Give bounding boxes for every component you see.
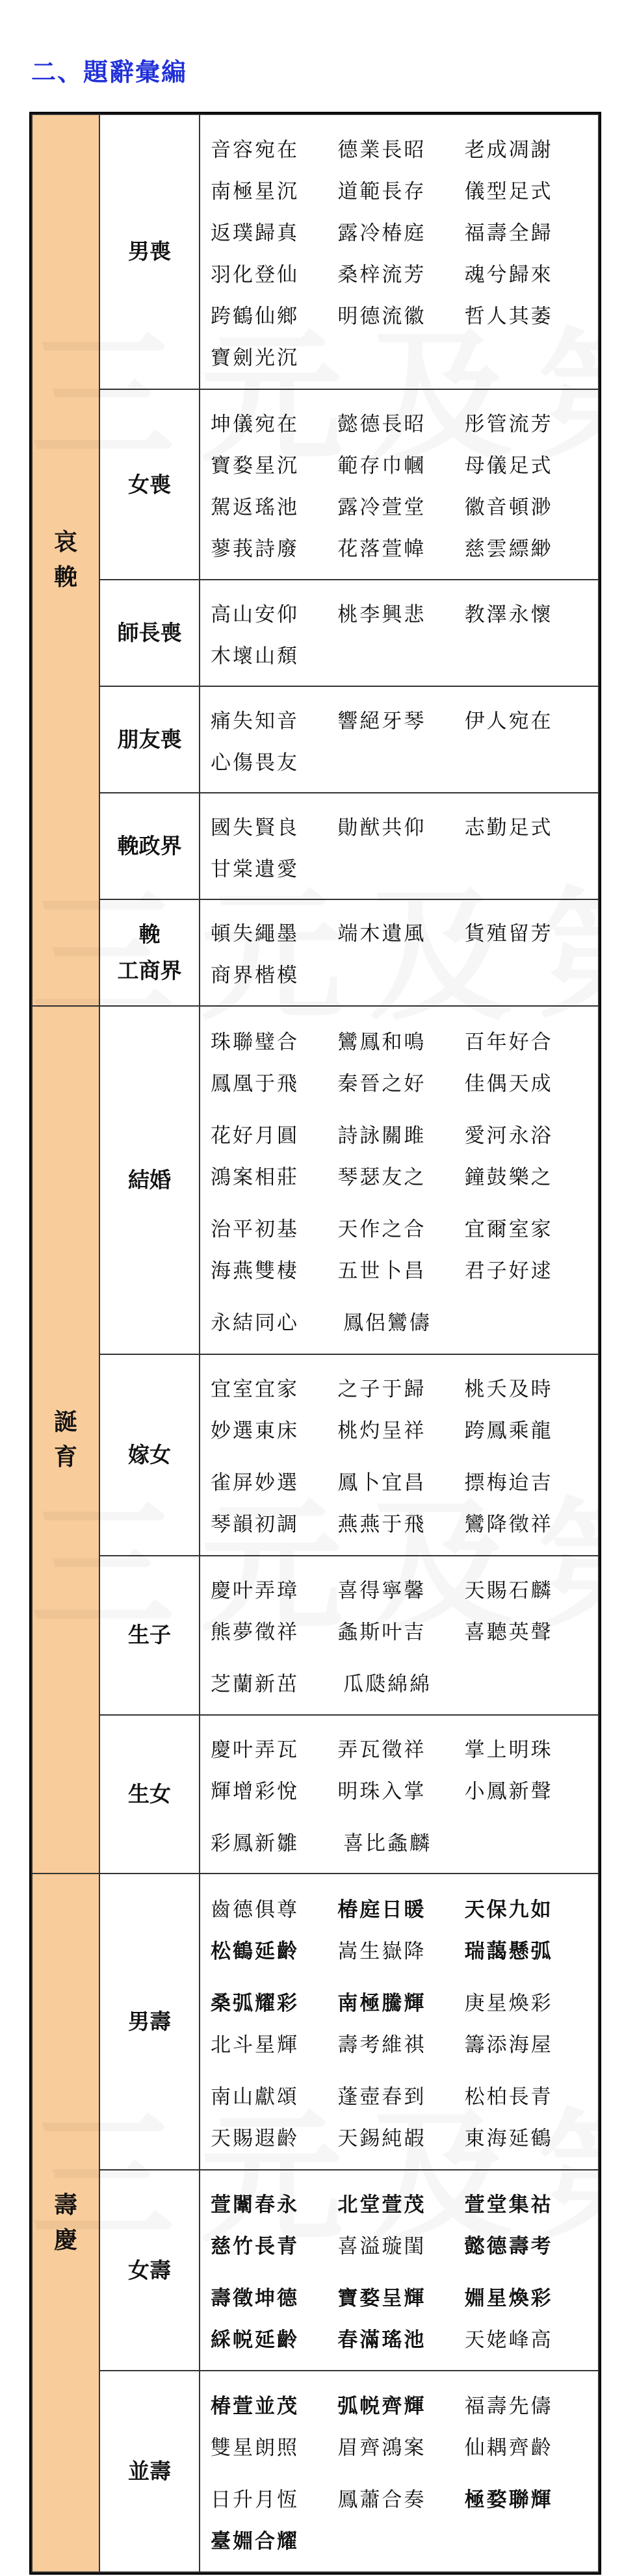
phrase-row xyxy=(211,2115,592,2157)
phrase: 鳳卜宜昌 xyxy=(337,1471,426,1495)
phrase: 芝蘭新茁 xyxy=(211,1672,299,1696)
phrase: 桑梓流芳 xyxy=(337,263,426,287)
phrase: 鳳凰于飛 xyxy=(211,1072,299,1096)
phrase: 籌添海屋 xyxy=(464,2033,553,2057)
phrase-row xyxy=(211,526,592,568)
phrase: 摽梅迨吉 xyxy=(464,1471,553,1495)
phrase: 木壞山頹 xyxy=(211,644,299,668)
phrase: 蓼莪詩廢 xyxy=(211,537,299,561)
phrase: 志勤足式 xyxy=(464,816,553,840)
phrase-group xyxy=(211,2477,592,2560)
phrase-row xyxy=(211,1928,592,1970)
phrase-row xyxy=(211,846,592,888)
phrase-row xyxy=(211,2425,592,2466)
phrase: 懿德長昭 xyxy=(337,413,426,437)
phrase: 鳳蕭合奏 xyxy=(337,2488,426,2512)
phrase-table xyxy=(31,114,599,2573)
phrase-row xyxy=(211,805,592,846)
category-cell xyxy=(32,1006,99,1874)
phrase: 天賜石麟 xyxy=(464,1578,553,1603)
category-label: 哀輓 xyxy=(53,528,77,591)
phrase: 雙星朗照 xyxy=(211,2436,299,2460)
phrase-row xyxy=(211,1502,592,1543)
phrase-row xyxy=(211,1727,592,1768)
phrase: 椿庭日暖 xyxy=(337,1898,426,1922)
phrase: 寶劍光沉 xyxy=(211,346,299,370)
phrase: 道範長存 xyxy=(337,179,426,203)
phrase: 返璞歸真 xyxy=(211,221,299,245)
phrase: 貨殖留芳 xyxy=(464,922,553,946)
phrase-row xyxy=(211,1768,592,1810)
phrase: 春滿瑤池 xyxy=(337,2328,426,2352)
phrase: 教澤永懷 xyxy=(464,602,553,626)
phrase: 鸞鳳和鳴 xyxy=(337,1030,426,1054)
subcategory-label: 結婚 xyxy=(128,1167,171,1193)
phrase: 綵帨延齡 xyxy=(211,2328,299,2352)
subcategory-cell xyxy=(99,2170,200,2371)
phrase-row xyxy=(211,485,592,526)
phrase: 福壽先儔 xyxy=(464,2394,553,2418)
phrase: 懿德壽考 xyxy=(464,2235,553,2259)
phrase: 君子好逑 xyxy=(464,1259,553,1283)
phrase: 仙耦齊齡 xyxy=(464,2436,553,2460)
phrases-cell xyxy=(200,114,599,389)
phrase: 海燕雙棲 xyxy=(211,1259,299,1283)
phrase-group xyxy=(211,911,592,994)
phrases-cell xyxy=(200,793,599,899)
subcategory-cell xyxy=(99,580,200,686)
phrase: 徽音頓渺 xyxy=(464,496,553,520)
phrase-row xyxy=(211,2224,592,2265)
phrase-group xyxy=(211,127,592,376)
subcategory-label: 男壽 xyxy=(128,2009,171,2035)
phrase-row xyxy=(211,127,592,168)
phrase: 桃李興悲 xyxy=(337,602,426,626)
phrase: 秦晉之好 xyxy=(337,1072,426,1096)
category-cell xyxy=(32,1874,99,2572)
phrase-row xyxy=(211,740,592,781)
phrase: 螽斯叶吉 xyxy=(337,1620,426,1644)
phrase: 掌上明珠 xyxy=(464,1738,553,1762)
phrase-table-frame xyxy=(29,112,601,2575)
phrase-row xyxy=(211,2383,592,2425)
subcategory-cell xyxy=(99,1354,200,1556)
phrase-row xyxy=(211,1887,592,1928)
phrase: 宜室宜家 xyxy=(211,1378,299,1402)
phrase: 治平初基 xyxy=(211,1217,299,1241)
subcategory-label: 師長喪 xyxy=(117,620,182,646)
phrase: 慶叶弄瓦 xyxy=(211,1738,299,1762)
table-row xyxy=(32,2371,599,2572)
phrase: 椿萱並茂 xyxy=(211,2394,299,2418)
section-title: 二、題辭彙編 xyxy=(31,58,188,86)
phrase: 佳偶天成 xyxy=(464,1072,553,1096)
phrase: 琴瑟友之 xyxy=(337,1165,426,1189)
phrase: 痛失知音 xyxy=(211,709,299,733)
phrase: 輝增彩悅 xyxy=(211,1779,299,1803)
phrases-cell xyxy=(200,686,599,793)
category-cell xyxy=(32,114,99,1006)
phrase-row xyxy=(211,1980,592,2022)
phrase-row xyxy=(211,698,592,740)
phrase-group xyxy=(211,2182,592,2265)
phrase: 國失賢良 xyxy=(211,816,299,840)
phrase: 喜聽英聲 xyxy=(464,1620,553,1644)
phrase-group xyxy=(211,1019,592,1102)
phrase: 老成凋謝 xyxy=(464,138,553,162)
phrase: 魂兮歸來 xyxy=(464,263,553,287)
phrase: 頓失繩墨 xyxy=(211,922,299,946)
phrase: 天賜遐齡 xyxy=(211,2126,299,2150)
phrase-row xyxy=(211,1661,592,1703)
subcategory-cell xyxy=(99,389,200,580)
phrase: 駕返瑤池 xyxy=(211,496,299,520)
phrase: 婣星煥彩 xyxy=(464,2287,553,2311)
phrase: 桃灼呈祥 xyxy=(337,1419,426,1443)
phrase: 妙選東床 xyxy=(211,1419,299,1443)
phrases-cell xyxy=(200,1874,599,2169)
phrase: 弄瓦徵祥 xyxy=(337,1738,426,1762)
phrase: 熊夢徵祥 xyxy=(211,1620,299,1644)
subcategory-cell xyxy=(99,899,200,1006)
phrase: 愛河永浴 xyxy=(464,1124,553,1148)
phrase: 弧帨齊輝 xyxy=(337,2394,426,2418)
phrase: 庚星煥彩 xyxy=(464,1991,553,2015)
phrase: 寶婺呈輝 xyxy=(337,2287,426,2311)
phrase-row xyxy=(211,443,592,485)
phrase-group xyxy=(211,2383,592,2466)
phrase-group xyxy=(211,698,592,781)
category-label: 壽慶 xyxy=(53,2191,77,2254)
subcategory-label: 並壽 xyxy=(128,2458,171,2484)
subcategory-label: 朋友喪 xyxy=(117,727,182,753)
phrase-row xyxy=(211,953,592,994)
subcategory-cell xyxy=(99,1874,200,2169)
phrase: 北斗星輝 xyxy=(211,2033,299,2057)
phrases-cell xyxy=(200,580,599,686)
phrase: 瑞藹懸弧 xyxy=(464,1939,553,1963)
phrase: 鳳侶鸞儔 xyxy=(343,1311,432,1335)
phrase: 彩鳳新雛 xyxy=(211,1831,299,1855)
phrase-row xyxy=(211,1460,592,1502)
phrase: 跨鳳乘龍 xyxy=(464,1419,553,1443)
subcategory-label: 女壽 xyxy=(128,2257,171,2283)
phrase: 之子于歸 xyxy=(337,1378,426,1402)
subcategory-label: 輓政界 xyxy=(117,833,182,859)
subcategory-cell xyxy=(99,686,200,793)
table-row xyxy=(32,389,599,580)
phrase: 慈竹長青 xyxy=(211,2235,299,2259)
phrase-row xyxy=(211,1300,592,1341)
phrase: 花落萱幃 xyxy=(337,537,426,561)
phrase: 鴻案相莊 xyxy=(211,1165,299,1189)
phrase: 雀屏妙選 xyxy=(211,1471,299,1495)
phrase: 花好月圓 xyxy=(211,1124,299,1148)
phrase-row xyxy=(211,293,592,335)
phrase: 極婺聯輝 xyxy=(464,2488,553,2512)
phrases-cell xyxy=(200,1006,599,1354)
phrase: 天作之合 xyxy=(337,1217,426,1241)
phrase: 高山安仰 xyxy=(211,602,299,626)
phrase: 喜溢璇閨 xyxy=(337,2235,426,2259)
phrase: 鸞降徵祥 xyxy=(464,1513,553,1537)
phrase: 南山獻頌 xyxy=(211,2085,299,2109)
table-row xyxy=(32,580,599,686)
table-row xyxy=(32,1354,599,1556)
phrase: 慶叶弄璋 xyxy=(211,1578,299,1603)
phrase: 坤儀宛在 xyxy=(211,413,299,437)
phrase-row xyxy=(211,1609,592,1651)
phrase: 松柏長青 xyxy=(464,2085,553,2109)
phrase: 嵩生嶽降 xyxy=(337,1939,426,1963)
phrase: 瓜瓞綿綿 xyxy=(343,1672,432,1696)
phrase: 彤管流芳 xyxy=(464,413,553,437)
phrase: 鐘鼓樂之 xyxy=(464,1165,553,1189)
phrase-row xyxy=(211,2317,592,2359)
phrase: 喜比螽麟 xyxy=(343,1831,432,1855)
phrase-row xyxy=(211,2477,592,2518)
phrase-group xyxy=(211,402,592,568)
subcategory-cell xyxy=(99,2371,200,2572)
phrase-row xyxy=(211,911,592,953)
phrase: 範存巾幗 xyxy=(337,454,426,478)
phrase: 永結同心 xyxy=(211,1311,299,1335)
phrase-row xyxy=(211,591,592,633)
phrase-row xyxy=(211,335,592,376)
subcategory-cell xyxy=(99,114,200,389)
phrase-group xyxy=(211,1887,592,1970)
phrase-group xyxy=(211,1980,592,2063)
phrase: 德業長昭 xyxy=(337,138,426,162)
subcategory-cell xyxy=(99,793,200,899)
phrase: 蓬壺春到 xyxy=(337,2085,426,2109)
phrase-row xyxy=(211,1567,592,1609)
phrase: 儀型足式 xyxy=(464,179,553,203)
table-row xyxy=(32,1556,599,1715)
phrase-group xyxy=(211,2074,592,2157)
phrase: 露冷椿庭 xyxy=(337,221,426,245)
phrase-group xyxy=(211,1661,592,1703)
phrase: 珠聯璧合 xyxy=(211,1030,299,1054)
subcategory-label: 女喪 xyxy=(128,471,171,497)
table-row xyxy=(32,2170,599,2371)
phrases-cell xyxy=(200,1715,599,1874)
phrase-row xyxy=(211,1206,592,1248)
table-row xyxy=(32,686,599,793)
phrase-row xyxy=(211,2182,592,2224)
phrases-cell xyxy=(200,389,599,580)
phrase-group xyxy=(211,1206,592,1289)
phrase: 南極星沉 xyxy=(211,179,299,203)
phrases-cell xyxy=(200,2170,599,2371)
category-label: 誕育 xyxy=(53,1408,77,1471)
phrase-group xyxy=(211,591,592,675)
phrase-group xyxy=(211,1300,592,1341)
subcategory-label: 男喪 xyxy=(128,238,171,264)
phrase-row xyxy=(211,1820,592,1862)
phrases-cell xyxy=(200,1354,599,1556)
phrase: 明德流徽 xyxy=(337,304,426,328)
phrase: 勛猷共仰 xyxy=(337,816,426,840)
phrase: 喜得寧馨 xyxy=(337,1578,426,1603)
subcategory-cell xyxy=(99,1006,200,1354)
phrase: 松鶴延齡 xyxy=(211,1939,299,1963)
subcategory-label: 生子 xyxy=(128,1622,171,1648)
phrase: 宜爾室家 xyxy=(464,1217,553,1241)
phrase-row xyxy=(211,1061,592,1102)
phrase: 東海延鶴 xyxy=(464,2126,553,2150)
phrase: 小鳳新聲 xyxy=(464,1779,553,1803)
table-row xyxy=(32,899,599,1006)
phrase: 五世卜昌 xyxy=(337,1259,426,1283)
phrase: 響絕牙琴 xyxy=(337,709,426,733)
phrase-row xyxy=(211,251,592,293)
phrase-group xyxy=(211,1367,592,1450)
phrase-group xyxy=(211,2276,592,2359)
phrase-row xyxy=(211,1248,592,1289)
phrase: 壽徵坤德 xyxy=(211,2287,299,2311)
phrase: 日升月恆 xyxy=(211,2488,299,2512)
phrase: 福壽全歸 xyxy=(464,221,553,245)
subcategory-cell xyxy=(99,1556,200,1715)
phrase-group xyxy=(211,1820,592,1862)
phrase: 詩詠關雎 xyxy=(337,1124,426,1148)
phrases-cell xyxy=(200,2371,599,2572)
phrase: 眉齊鴻案 xyxy=(337,2436,426,2460)
table-row xyxy=(32,1006,599,1354)
phrase: 臺婣合耀 xyxy=(211,2529,299,2553)
phrase: 百年好合 xyxy=(464,1030,553,1054)
table-row xyxy=(32,793,599,899)
phrase-group xyxy=(211,1460,592,1543)
phrase: 齒德俱尊 xyxy=(211,1898,299,1922)
phrase: 母儀足式 xyxy=(464,454,553,478)
phrase-row xyxy=(211,2022,592,2063)
phrase: 羽化登仙 xyxy=(211,263,299,287)
phrase-row xyxy=(211,1367,592,1408)
phrase-row xyxy=(211,1019,592,1061)
phrase: 音容宛在 xyxy=(211,138,299,162)
phrase: 露冷萱堂 xyxy=(337,496,426,520)
phrase: 桑弧耀彩 xyxy=(211,1991,299,2015)
phrase: 天錫純嘏 xyxy=(337,2126,426,2150)
table-row xyxy=(32,114,599,389)
phrase: 萱堂集祜 xyxy=(464,2193,553,2217)
phrase-group xyxy=(211,805,592,888)
phrase: 琴韻初調 xyxy=(211,1513,299,1537)
phrase: 明珠入掌 xyxy=(337,1779,426,1803)
phrase-group xyxy=(211,1727,592,1810)
phrase-row xyxy=(211,168,592,210)
phrases-cell xyxy=(200,1556,599,1715)
phrase: 伊人宛在 xyxy=(464,709,553,733)
phrase: 寶婺星沉 xyxy=(211,454,299,478)
phrase: 哲人其萎 xyxy=(464,304,553,328)
phrase: 北堂萱茂 xyxy=(337,2193,426,2217)
table-row xyxy=(32,1715,599,1874)
phrase: 壽考維祺 xyxy=(337,2033,426,2057)
phrase: 萱闈春永 xyxy=(211,2193,299,2217)
phrase: 南極騰輝 xyxy=(337,1991,426,2015)
phrase: 跨鶴仙鄉 xyxy=(211,304,299,328)
phrase: 端木遺風 xyxy=(337,922,426,946)
phrase-row xyxy=(211,402,592,443)
phrase-row xyxy=(211,2074,592,2115)
phrase-row xyxy=(211,2276,592,2317)
phrase: 甘棠遺愛 xyxy=(211,857,299,881)
phrases-cell xyxy=(200,899,599,1006)
phrase-row xyxy=(211,1154,592,1196)
subcategory-label: 嫁女 xyxy=(128,1441,171,1467)
phrase: 慈雲縹緲 xyxy=(464,537,553,561)
table-row xyxy=(32,1874,599,2169)
phrase-group xyxy=(211,1567,592,1651)
phrase: 商界楷模 xyxy=(211,964,299,988)
subcategory-label: 生女 xyxy=(128,1781,171,1807)
subcategory-cell xyxy=(99,1715,200,1874)
phrase: 心傷畏友 xyxy=(211,751,299,775)
phrase-row xyxy=(211,1113,592,1154)
subcategory-label: 輓 工商界 xyxy=(117,921,182,983)
phrase: 天保九如 xyxy=(464,1898,553,1922)
phrase: 燕燕于飛 xyxy=(337,1513,426,1537)
phrase-row xyxy=(211,2518,592,2560)
phrase-row xyxy=(211,210,592,251)
phrase: 桃夭及時 xyxy=(464,1378,553,1402)
phrase-group xyxy=(211,1113,592,1196)
phrase: 天姥峰高 xyxy=(464,2328,553,2352)
phrase-row xyxy=(211,1408,592,1450)
phrase-row xyxy=(211,633,592,675)
